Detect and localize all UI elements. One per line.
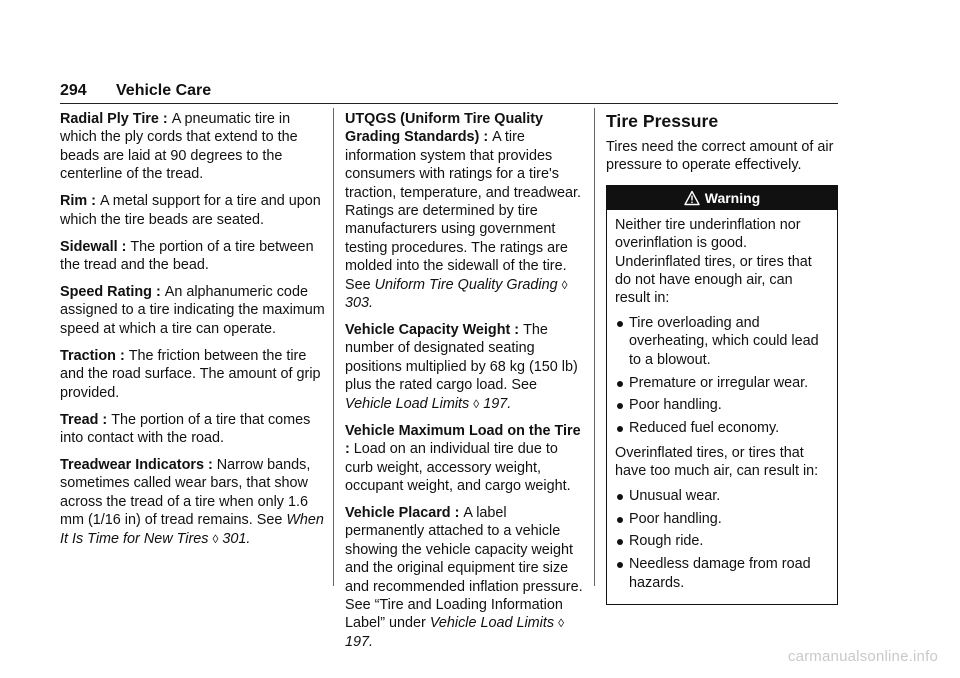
page-arrow-icon: ◊ xyxy=(212,531,219,546)
intro-paragraph: Tires need the correct amount of air pressure to operate effectively. xyxy=(606,139,834,174)
definition-entry xyxy=(60,456,325,548)
warning-intro: Neither tire underinflation nor overinflation is good. Underinflated tires, or tires that do not have enough air, can result in: xyxy=(615,216,812,307)
list-item: Reduced fuel economy. xyxy=(615,419,829,437)
page-reference[interactable]: 197. xyxy=(345,633,374,650)
header-rule xyxy=(60,103,838,104)
definition-entry xyxy=(60,347,325,402)
definition-entry xyxy=(60,411,325,448)
definition-text: A label permanently attached to a vehicle showing the vehicle capacity weight and the original equipment tire size and recommended inflation pressure. See “Tire and Loading Information Label” under xyxy=(345,504,583,632)
warning-box xyxy=(606,185,838,605)
overinflation-list xyxy=(615,487,829,593)
bullet-icon xyxy=(617,381,623,387)
bullet-icon xyxy=(617,539,623,545)
bullet-icon xyxy=(617,426,623,432)
definition-term: Vehicle Placard : xyxy=(345,504,464,521)
definition-text: The portion of a tire that comes into contact with the road. xyxy=(60,411,311,447)
definition-term: Traction : xyxy=(60,347,129,364)
page-reference[interactable]: 301. xyxy=(222,530,251,547)
definition-term: Radial Ply Tire : xyxy=(60,111,172,127)
bullet-icon xyxy=(617,562,623,568)
definition-term: Treadwear Indicators : xyxy=(60,457,217,474)
definition-entry xyxy=(345,504,585,651)
list-item: Poor handling. xyxy=(615,510,829,528)
bullet-icon xyxy=(617,403,623,409)
definition-text: A tire information system that provides consumers with ratings for a tire's traction, temperature, and treadwear. Ratings are determined by tire manufacturers using government testing procedures. The ratings are molded into the sidewall of the tire. See xyxy=(345,129,581,293)
definition-text: An alphanumeric code assigned to a tire indicating the maximum speed at which a tire can operate. xyxy=(60,284,325,337)
cross-reference-link[interactable]: When It Is Time for New Tires xyxy=(60,512,324,547)
underinflation-list xyxy=(615,314,829,438)
page-arrow-icon: ◊ xyxy=(561,277,568,292)
definition-term: Speed Rating : xyxy=(60,284,165,301)
cross-reference-link[interactable]: Uniform Tire Quality Grading xyxy=(374,276,558,293)
list-item: Tire overloading and overheating, which could lead to a blowout. xyxy=(615,314,829,369)
bullet-icon xyxy=(617,321,623,327)
definition-entry xyxy=(60,110,325,184)
page-reference[interactable]: 303. xyxy=(345,295,374,312)
definition-entry xyxy=(60,238,325,275)
definition-entry xyxy=(345,321,585,413)
definition-term: Vehicle Capacity Weight : xyxy=(345,322,524,339)
page-header xyxy=(60,82,838,104)
cross-reference-link[interactable]: Vehicle Load Limits xyxy=(345,395,470,412)
definition-entry xyxy=(60,283,325,338)
section-heading: Tire Pressure xyxy=(606,111,719,131)
list-item: Unusual wear. xyxy=(615,487,829,505)
warning-label: Warning xyxy=(704,189,761,206)
list-item: Premature or irregular wear. xyxy=(615,374,829,392)
column-3 xyxy=(606,110,838,605)
definition-text: Narrow bands, sometimes called wear bars, that show across the tread of a tire when only 1.6 mm (1/16 in) of tread remains. See xyxy=(60,457,311,529)
page-arrow-icon: ◊ xyxy=(473,396,480,411)
cross-reference-link[interactable]: Vehicle Load Limits xyxy=(429,615,555,632)
column-1 xyxy=(60,110,325,557)
column-2 xyxy=(345,110,585,660)
overinflation-intro: Overinflated tires, or tires that have too much air, can result in: xyxy=(615,444,819,480)
definition-term: Rim : xyxy=(60,193,100,210)
watermark: carmanualsonline.info xyxy=(787,648,938,665)
list-item: Poor handling. xyxy=(615,396,829,414)
list-item: Needless damage from road hazards. xyxy=(615,555,829,592)
column-divider xyxy=(594,108,595,586)
list-item: Rough ride. xyxy=(615,532,829,550)
page-arrow-icon: ◊ xyxy=(558,616,565,631)
definition-term: Vehicle Maximum Load on the Tire : xyxy=(345,422,581,458)
bullet-icon xyxy=(617,494,623,500)
warning-icon xyxy=(684,190,700,206)
definition-entry xyxy=(345,110,585,312)
column-divider xyxy=(333,108,334,586)
definition-text: A metal support for a tire and upon which the tire beads are seated. xyxy=(60,193,321,228)
definition-entry xyxy=(60,192,325,229)
definition-text: A pneumatic tire in which the ply cords that extend to the beads are laid at 90 degrees to the centerline of the tread. xyxy=(60,111,298,183)
definition-text: The number of designated seating positions multiplied by 68 kg (150 lb) plus the rated cargo load. See xyxy=(345,322,578,394)
page-reference[interactable]: 197. xyxy=(483,395,512,412)
definition-text: The portion of a tire between the tread and the bead. xyxy=(60,238,314,274)
section-title: Vehicle Care xyxy=(116,82,212,99)
definition-term: Tread : xyxy=(60,411,112,428)
definition-term: Sidewall : xyxy=(60,238,131,255)
definition-text: The friction between the tire and the road surface. The amount of grip provided. xyxy=(60,347,321,401)
definition-entry xyxy=(345,422,585,496)
warning-body xyxy=(607,210,837,604)
page-number: 294 xyxy=(60,82,87,99)
definition-text: Load on an individual tire due to curb weight, accessory weight, occupant weight, and cargo weight. xyxy=(345,441,571,494)
warning-header xyxy=(607,186,837,210)
definition-term: UTQGS (Uniform Tire Quality Grading Standards) : xyxy=(345,111,544,146)
bullet-icon xyxy=(617,517,623,523)
